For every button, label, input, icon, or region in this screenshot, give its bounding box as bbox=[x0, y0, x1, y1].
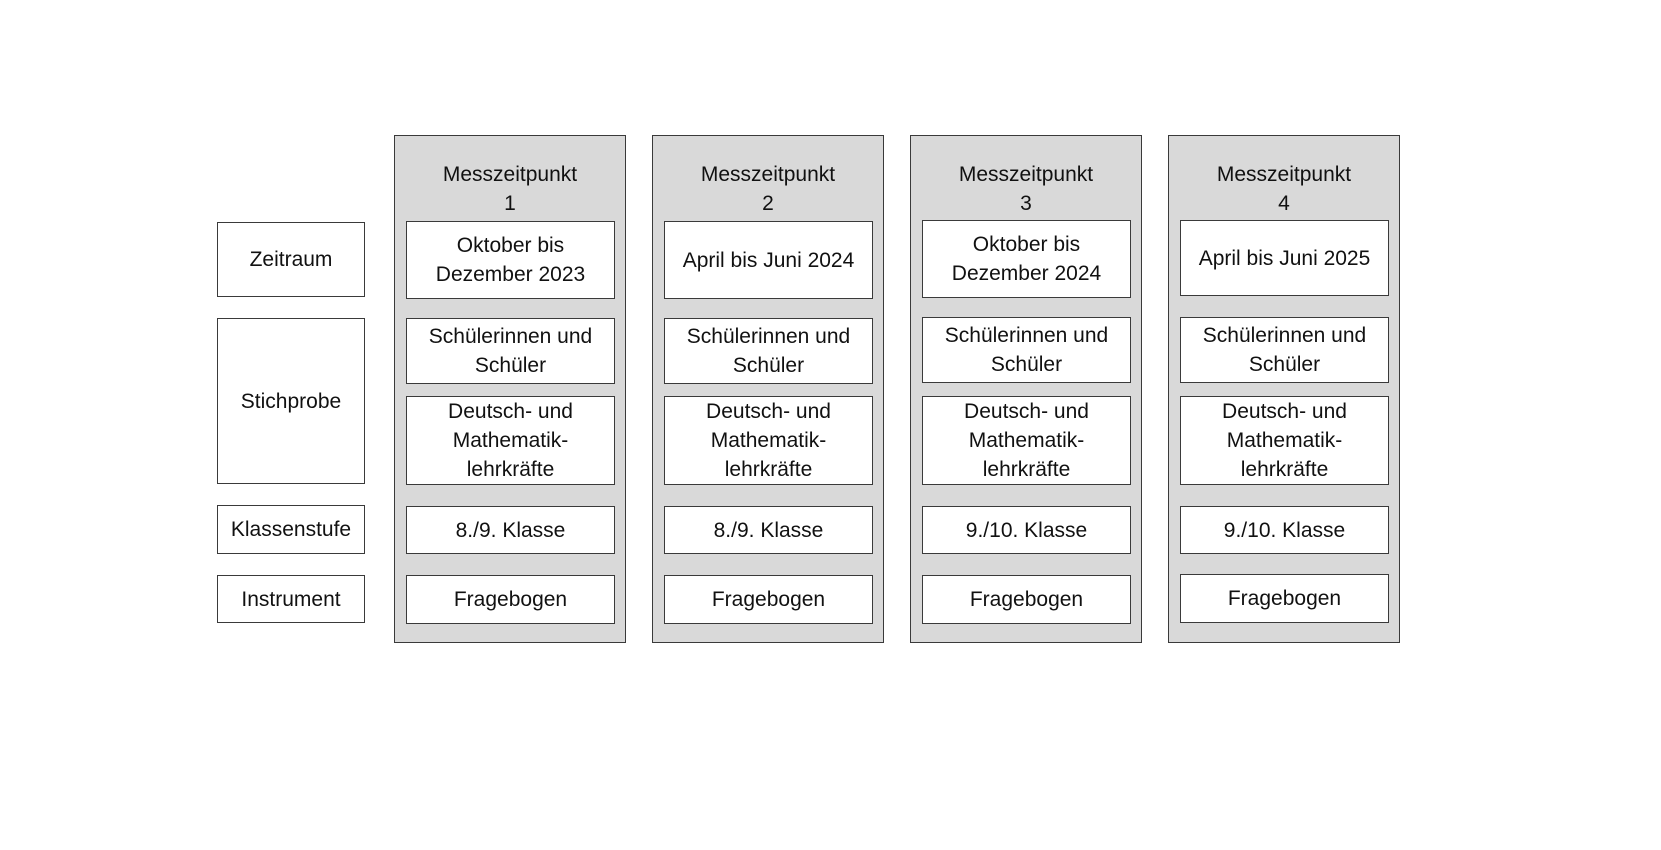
row-label-instrument: Instrument bbox=[217, 575, 365, 623]
sample-teachers-cell-3: Deutsch- und Mathematik- lehrkräfte bbox=[922, 396, 1131, 485]
grade-cell-1: 8./9. Klasse bbox=[406, 506, 615, 554]
sample-students-cell-3: Schülerinnen und Schüler bbox=[922, 317, 1131, 383]
instrument-cell-3: Fragebogen bbox=[922, 575, 1131, 624]
sample-students-cell-1: Schülerinnen und Schüler bbox=[406, 318, 615, 384]
period-cell-3: Oktober bis Dezember 2024 bbox=[922, 220, 1131, 298]
sample-students-cell-4: Schülerinnen und Schüler bbox=[1180, 317, 1389, 383]
instrument-cell-1: Fragebogen bbox=[406, 575, 615, 624]
sample-teachers-cell-4: Deutsch- und Mathematik- lehrkräfte bbox=[1180, 396, 1389, 485]
period-cell-2: April bis Juni 2024 bbox=[664, 221, 873, 299]
measurement-column-3 bbox=[910, 135, 1142, 643]
measurement-column-2 bbox=[652, 135, 884, 643]
sample-teachers-cell-1: Deutsch- und Mathematik- lehrkräfte bbox=[406, 396, 615, 485]
measurement-column-4 bbox=[1168, 135, 1400, 643]
row-label-sample: Stichprobe bbox=[217, 318, 365, 484]
measurement-title-4: Messzeitpunkt 4 bbox=[1216, 163, 1352, 215]
grade-cell-4: 9./10. Klasse bbox=[1180, 506, 1389, 554]
sample-teachers-cell-2: Deutsch- und Mathematik- lehrkräfte bbox=[664, 396, 873, 485]
grade-cell-2: 8./9. Klasse bbox=[664, 506, 873, 554]
sample-students-cell-2: Schülerinnen und Schüler bbox=[664, 318, 873, 384]
period-cell-4: April bis Juni 2025 bbox=[1180, 220, 1389, 296]
grade-cell-3: 9./10. Klasse bbox=[922, 506, 1131, 554]
instrument-cell-4: Fragebogen bbox=[1180, 574, 1389, 623]
row-label-period: Zeitraum bbox=[217, 222, 365, 297]
measurement-title-3: Messzeitpunkt 3 bbox=[958, 163, 1094, 215]
period-cell-1: Oktober bis Dezember 2023 bbox=[406, 221, 615, 299]
measurement-title-2: Messzeitpunkt 2 bbox=[700, 163, 836, 215]
instrument-cell-2: Fragebogen bbox=[664, 575, 873, 624]
row-label-grade: Klassenstufe bbox=[217, 505, 365, 554]
measurement-title-1: Messzeitpunkt 1 bbox=[442, 163, 578, 215]
measurement-column-1 bbox=[394, 135, 626, 643]
